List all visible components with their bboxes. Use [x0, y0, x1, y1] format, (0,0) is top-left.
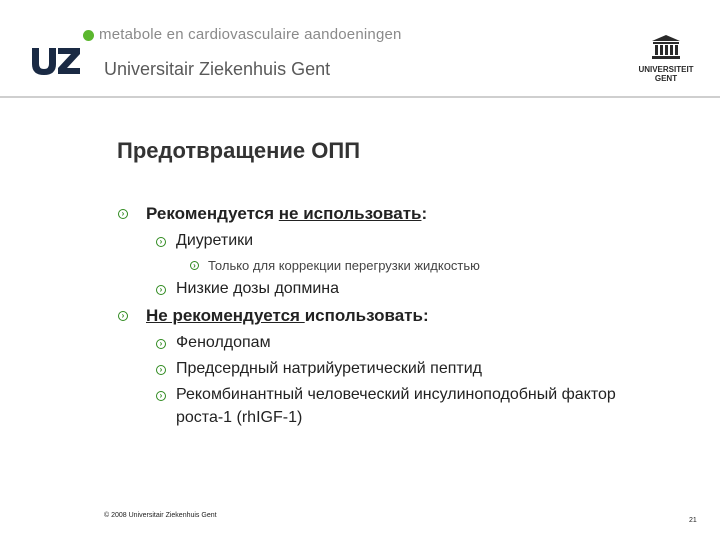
bullet-level2-rhigf-cont [176, 409, 302, 427]
bullet-text-underlined: не использовать [278, 204, 422, 223]
uz-logo-icon [30, 46, 82, 76]
arrow-circle-icon: › [118, 209, 128, 219]
bullet-text-underlined: Не рекомендуется [146, 306, 305, 325]
bullet-level1-recommended [121, 204, 428, 224]
arrow-circle-icon: › [156, 391, 166, 401]
arrow-circle-icon: › [190, 261, 199, 270]
ugent-line-2: GENT [654, 74, 678, 83]
bullet-level2-rhigf [159, 386, 616, 404]
arrow-circle-icon: › [156, 237, 166, 247]
header-accent-dot [83, 30, 94, 41]
footer-copyright: © 2008 Universitair Ziekenhuis Gent [104, 512, 217, 519]
hospital-name: Universitair Ziekenhuis Gent [104, 59, 331, 79]
bullet-text: Рекомбинантный человеческий инсулиноподобный фактор [176, 386, 616, 403]
uz-logo [30, 46, 82, 81]
bullet-text-suffix: : [421, 204, 428, 223]
bullet-text: Только для коррекции перегрузки жидкостью [208, 258, 480, 273]
arrow-circle-icon: › [156, 339, 166, 349]
bullet-level2-dopamine [159, 280, 340, 298]
bullet-text-suffix: использовать: [304, 306, 429, 325]
slide-title: Предотвращение ОПП [117, 138, 361, 163]
university-building-icon [649, 34, 683, 60]
bullet-level2-fenoldopam [159, 334, 271, 352]
header-tagline: metabole en cardiovasculaire aandoeningen [99, 26, 402, 43]
bullet-text: роста-1 (rhIGF-1) [176, 409, 303, 426]
arrow-circle-icon: › [156, 365, 166, 375]
bullet-level1-not-recommended [121, 306, 429, 326]
bullet-text: Фенолдопам [176, 334, 271, 351]
ugent-logo [634, 34, 698, 83]
bullet-text: Диуретики [176, 232, 254, 249]
page-number: 21 [689, 517, 697, 524]
bullet-text: Предсердный натрийуретический пептид [176, 360, 482, 377]
bullet-level2-anp [159, 360, 482, 378]
bullet-text: Рекомендуется [146, 204, 279, 223]
bullet-level2-diuretics [159, 232, 254, 250]
bullet-text: Низкие дозы допмина [176, 280, 340, 297]
header-divider [0, 96, 720, 98]
ugent-line-1: UNIVERSITEIT [638, 65, 694, 74]
bullet-level3-fluid-overload [193, 258, 480, 273]
arrow-circle-icon: › [118, 311, 128, 321]
arrow-circle-icon: › [156, 285, 166, 295]
